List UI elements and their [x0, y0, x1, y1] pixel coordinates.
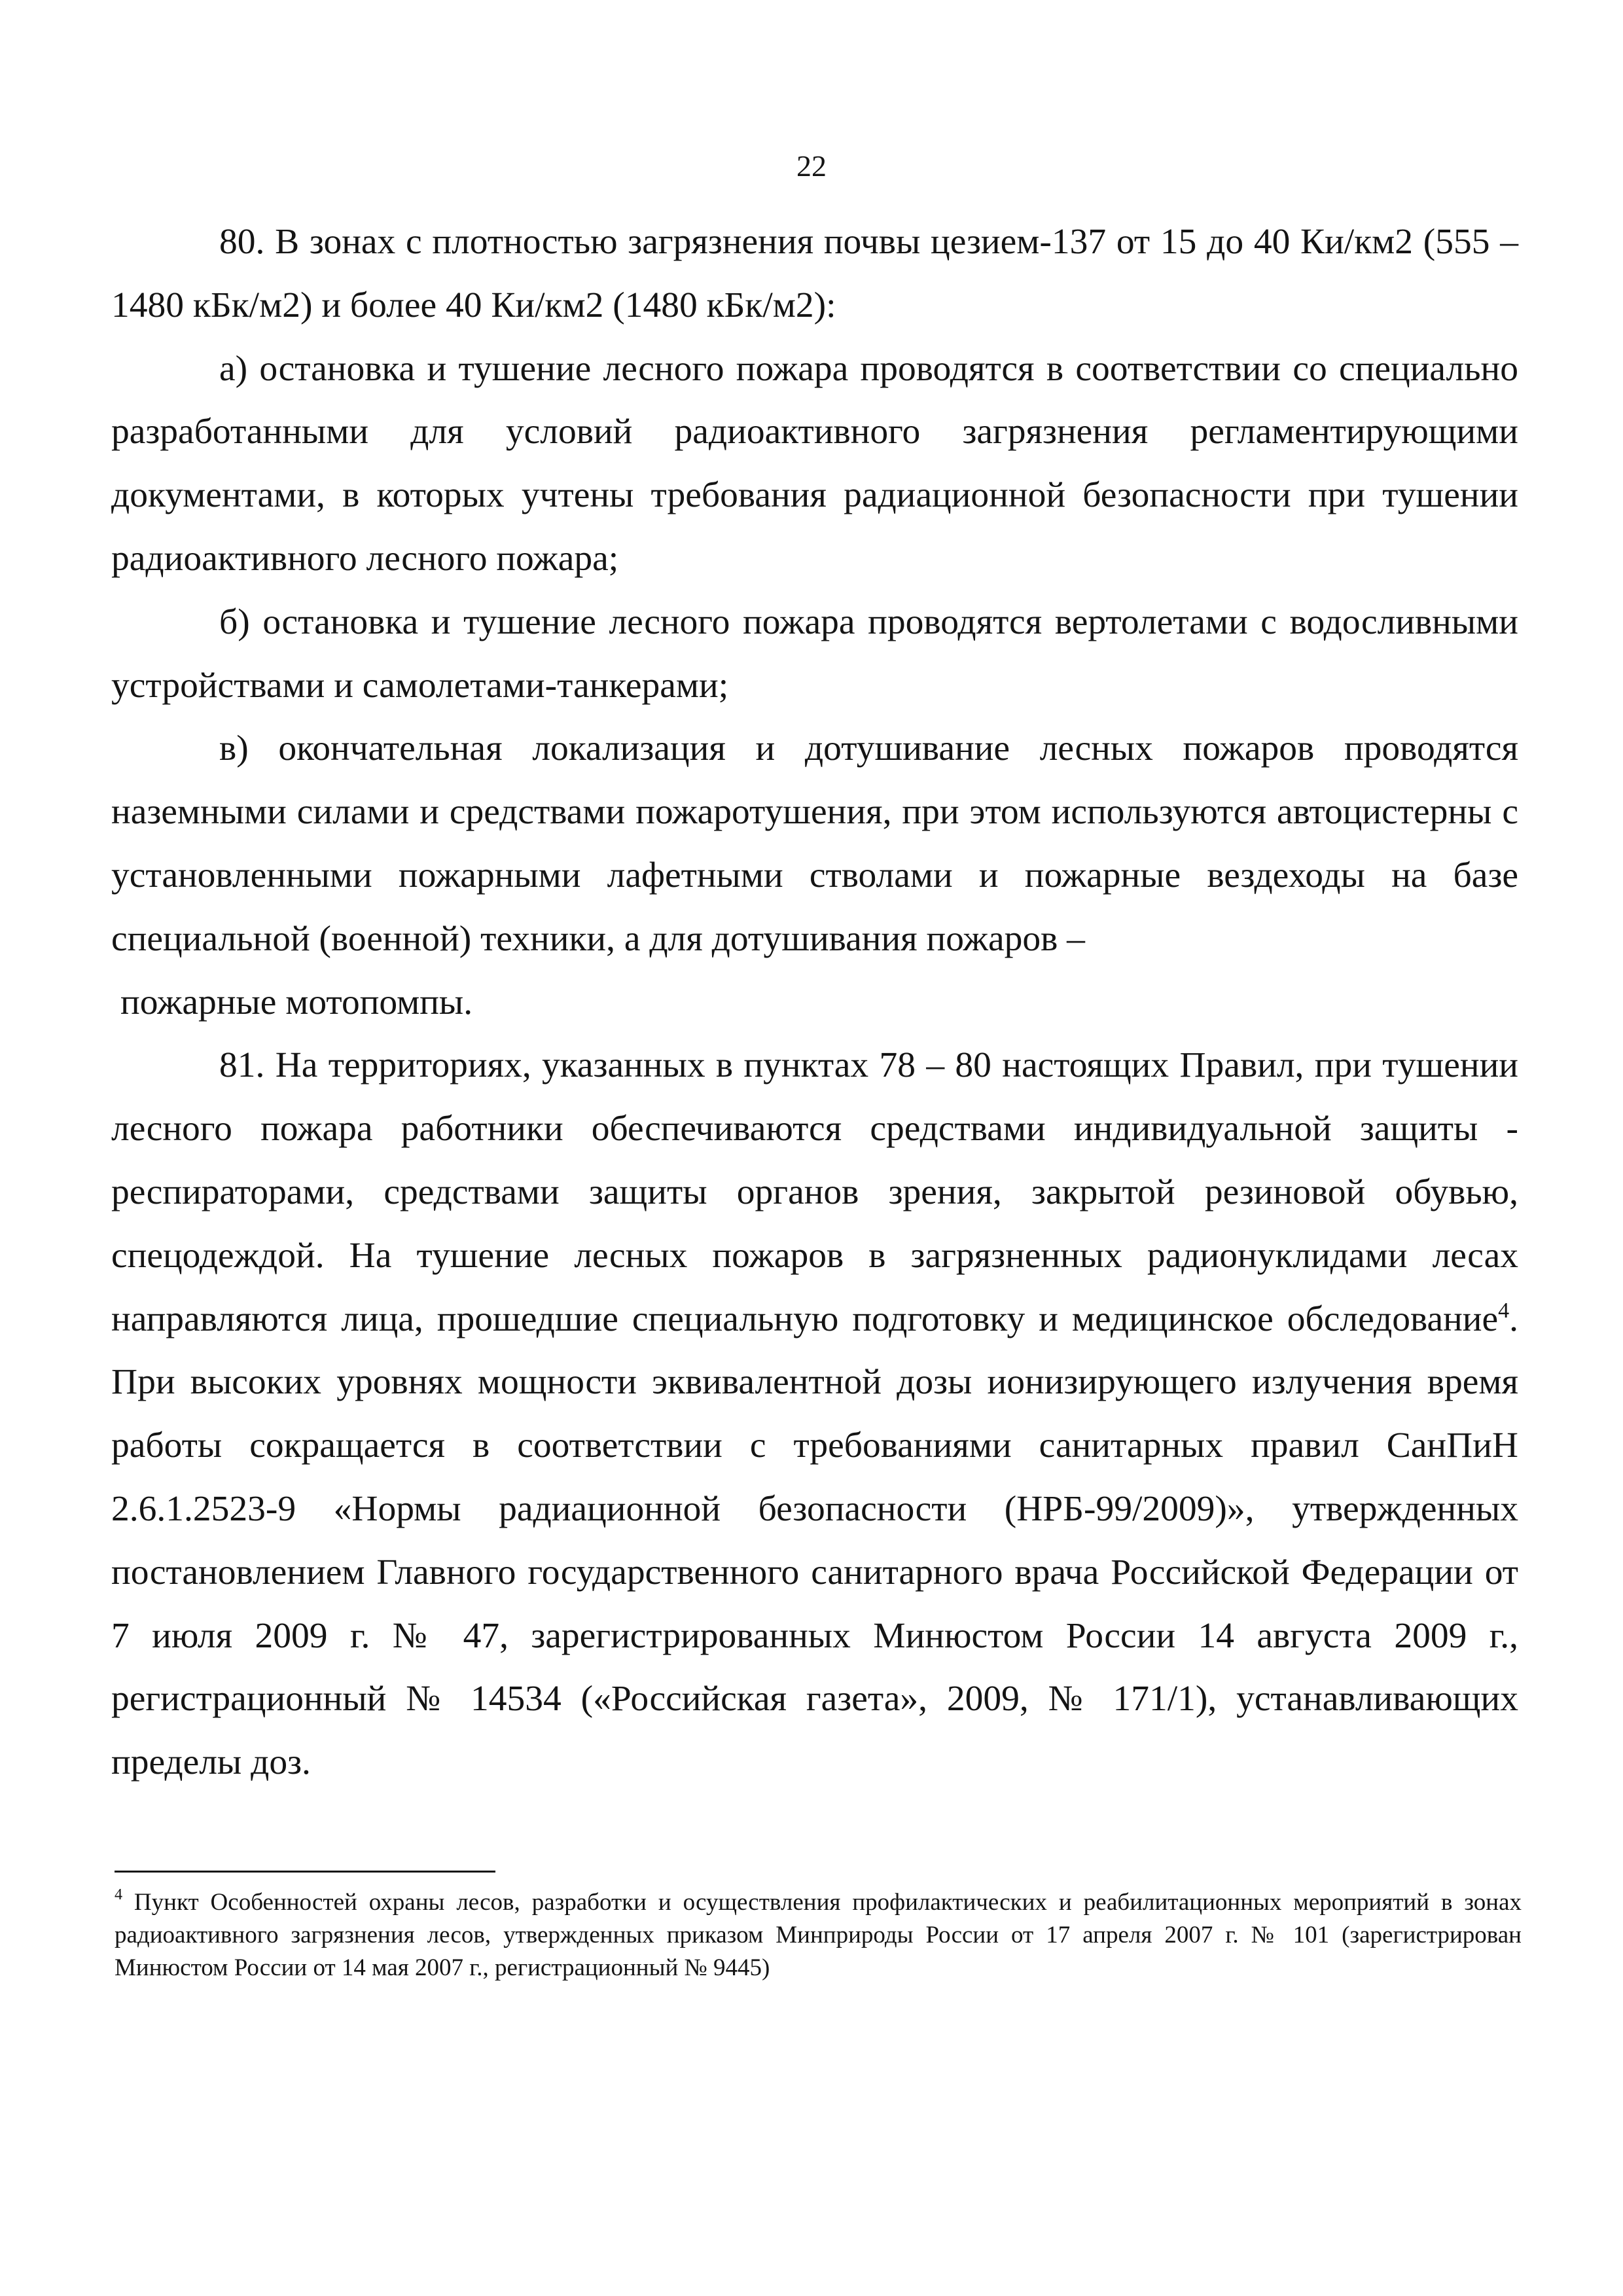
page-number: 22: [796, 149, 827, 183]
paragraph-80-item-b: б) остановка и тушение лесного пожара проводятся вертолетами с водосливными устройствами и самолетами-танкерами;: [111, 601, 1518, 706]
document-body: [111, 211, 1518, 1795]
paragraph-81: [111, 1034, 1518, 1795]
footnote: [115, 1886, 1522, 1984]
paragraph-80-item-v-tail: пожарные мотопомпы.: [120, 982, 473, 1022]
footnote-separator: [115, 1871, 495, 1873]
footnote-marker: 4: [115, 1886, 122, 1903]
footnote-text: Пункт Особенностей охраны лесов, разработки и осуществления профилактических и реабилитационных мероприятий в зонах радиоактивного загрязнения лесов, утвержденных приказом Минприроды России от 17 апреля 2007 г. № 101 (зарегистрирован Минюстом России от 14 мая 2007 г., регистрационный № 9445): [115, 1889, 1522, 1981]
paragraph-81-part1: 81. На территориях, указанных в пунктах 78 – 80 настоящих Правил, при тушении лесного пожара работники обеспечиваются средствами индивидуальной защиты - респираторами, средствами защиты органов зрения, закрытой резиновой обувью, спецодеждой. На тушение лесных пожаров в загрязненных радионуклидами лесах направляются лица, прошедшие специальную подготовку и медицинское обследование: [111, 1045, 1518, 1339]
paragraph-81-part2: . При высоких уровнях мощности эквивалентной дозы ионизирующего излучения время работы сокращается в соответствии с требованиями санитарных правил СанПиН 2.6.1.2523-9 «Нормы радиационной безопасности (НРБ-99/2009)», утвержденных постановлением Главного государственного санитарного врача Российской Федерации от 7 июля 2009 г. № 47, зарегистрированных Минюстом России 14 августа 2009 г., регистрационный № 14534 («Российская газета», 2009, № 171/1), устанавливающих пределы доз.: [111, 1299, 1518, 1783]
paragraph-80-item-v: в) окончательная локализация и дотушивание лесных пожаров проводятся наземными силами и средствами пожаротушения, при этом используются автоцистерны с установленными пожарными лафетными стволами и пожарные вездеходы на базе специальной (военной) техники, а для дотушивания пожаров –: [111, 728, 1518, 959]
paragraph-80-intro: 80. В зонах с плотностью загрязнения почвы цезием-137 от 15 до 40 Ки/км2 (555 – 1480 кБк/м2) и более 40 Ки/км2 (1480 кБк/м2):: [111, 222, 1518, 325]
paragraph-80-item-a: а) остановка и тушение лесного пожара проводятся в соответствии со специально разработанными для условий радиоактивного загрязнения регламентирующими документами, в которых учтены требования радиационной безопасности при тушении радиоактивного лесного пожара;: [111, 348, 1518, 579]
footnote-text-block: [115, 1886, 1522, 1984]
footnote-reference[interactable]: 4: [1498, 1298, 1510, 1323]
